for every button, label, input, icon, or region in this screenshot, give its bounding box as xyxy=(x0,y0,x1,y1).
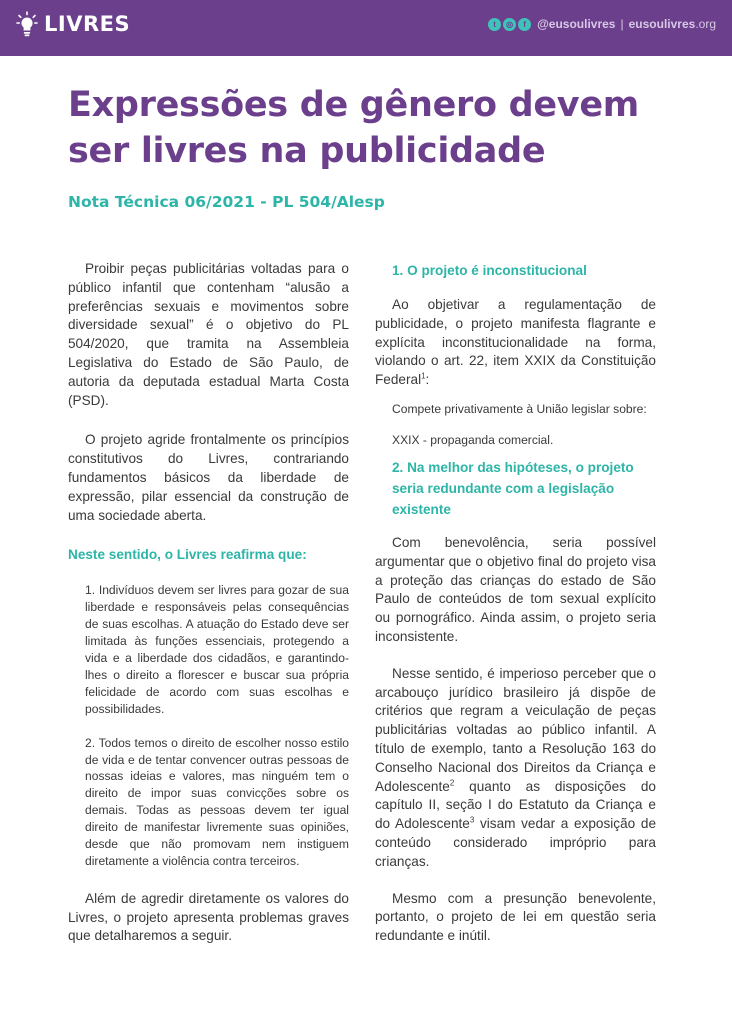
second-paragraph: O projeto agride frontalmente os princípios constitutivos do Livres, contrariando fundamentos básicos da liberdade de expressão, pilar essencial da construção de uma sociedade aberta. xyxy=(68,432,349,523)
footnote-2[interactable]: 2 xyxy=(449,778,455,788)
social-links xyxy=(488,15,716,33)
twitter-icon[interactable]: t xyxy=(488,18,501,31)
principle-item-1: 1. Indivíduos devem ser livres para gozar de sua liberdade e responsáveis pelas consequências de suas escolhas. A atuação do Estado deve ser limitada às funções essenciais, protegendo a vida e a liberdade dos cidadãos, e garantindo-lhes o direito a florescer e buscar sua própria felicidade de acordo com suas escolhas e possibilidades. xyxy=(85,583,349,716)
section-2-title: 2. Na melhor das hipóteses, o projeto seria redundante com a legislação existente xyxy=(392,459,634,517)
section-1-title: 1. O projeto é inconstitucional xyxy=(392,263,587,278)
website-name: eusoulivres xyxy=(628,17,696,31)
lightbulb-icon xyxy=(16,11,38,37)
website-tld: .org xyxy=(695,17,716,31)
constitution-quote-2: XXIX - propaganda comercial. xyxy=(392,432,554,447)
section-2-paragraph-1: Com benevolência, seria possível argumentar que o objetivo final do projeto visa a proteção das crianças do estado de São Paulo de conteúdos de tom sexual explícito ou pornográfico. Ainda assim, o projeto seria inconsistente. xyxy=(375,534,656,644)
brand-logo[interactable] xyxy=(16,11,130,37)
left-column xyxy=(68,260,349,946)
brand-name: LIVRES xyxy=(44,12,131,36)
section-2-paragraph-2: Nesse sentido, é imperioso perceber que o arcabouço jurídico brasileiro já dispõe de critérios que regram a veiculação de peças publicitárias voltadas ao público infantil. A título de exemplo, tanto a Resolução 163 do Conselho Nacional dos Direitos da Criança e Adolescente$^2$ quanto as disposições do capítulo II, seção I do Estatuto da Criança e do Adolescente$^3$ visam vedar a exposição de conteúdo considerado impróprio para crianças. xyxy=(375,665,657,869)
instagram-icon[interactable]: ◎ xyxy=(503,18,516,31)
constitution-quote-1: Compete privativamente à União legislar sobre: xyxy=(392,401,647,416)
intro-paragraph: Proibir peças publicitárias voltadas para o público infantil que contenham “alusão a preferências sexuais e movimentos sobre diversidade sexual” é o objetivo do PL 504/2020, que tramita na Assembleia Legislativa do Estado de São Paulo, de autoria da deputada estadual Marta Costa (PSD). xyxy=(68,261,349,408)
closing-paragraph: Além de agredir diretamente os valores do Livres, o projeto apresenta problemas graves que detalharemos a seguir. xyxy=(68,890,349,944)
section-1-paragraph: Ao objetivar a regulamentação de publicidade, o projeto manifesta flagrante e explícita inconstitucionalidade na forma, violando o art. 22, item XXIX da Constituição Federal$^1$: xyxy=(375,297,656,388)
social-handle[interactable]: @eusoulivres xyxy=(537,17,616,31)
page-subtitle: Nota Técnica 06/2021 - PL 504/Alesp xyxy=(68,193,385,211)
footnote-1[interactable]: 1 xyxy=(421,371,426,381)
section-2-paragraph-3: Mesmo com a presunção benevolente, portanto, o projeto de lei em questão seria redundante e inútil. xyxy=(375,890,656,944)
header-bar xyxy=(0,0,732,56)
header-separator: | xyxy=(620,17,624,31)
footnote-3[interactable]: 3 xyxy=(469,815,475,825)
principle-item-2: 2. Todos temos o direito de escolher nosso estilo de vida e de tentar convencer outras pessoas de nossas ideias e valores, mas ninguém tem o direito de impor suas convicções sobre os demais. Todas as pessoas devem ter igual direito de manifestar livremente suas opiniões, desde que não promovam nem instiguem diretamente a violência contra terceiros. xyxy=(85,735,349,868)
right-column xyxy=(375,260,656,946)
website-link[interactable] xyxy=(629,17,716,31)
facebook-icon[interactable]: f xyxy=(518,18,531,31)
reaffirm-heading: Neste sentido, o Livres reafirma que: xyxy=(68,547,307,563)
page-title: Expressões de gênero devem ser livres na publicidade xyxy=(68,85,639,171)
